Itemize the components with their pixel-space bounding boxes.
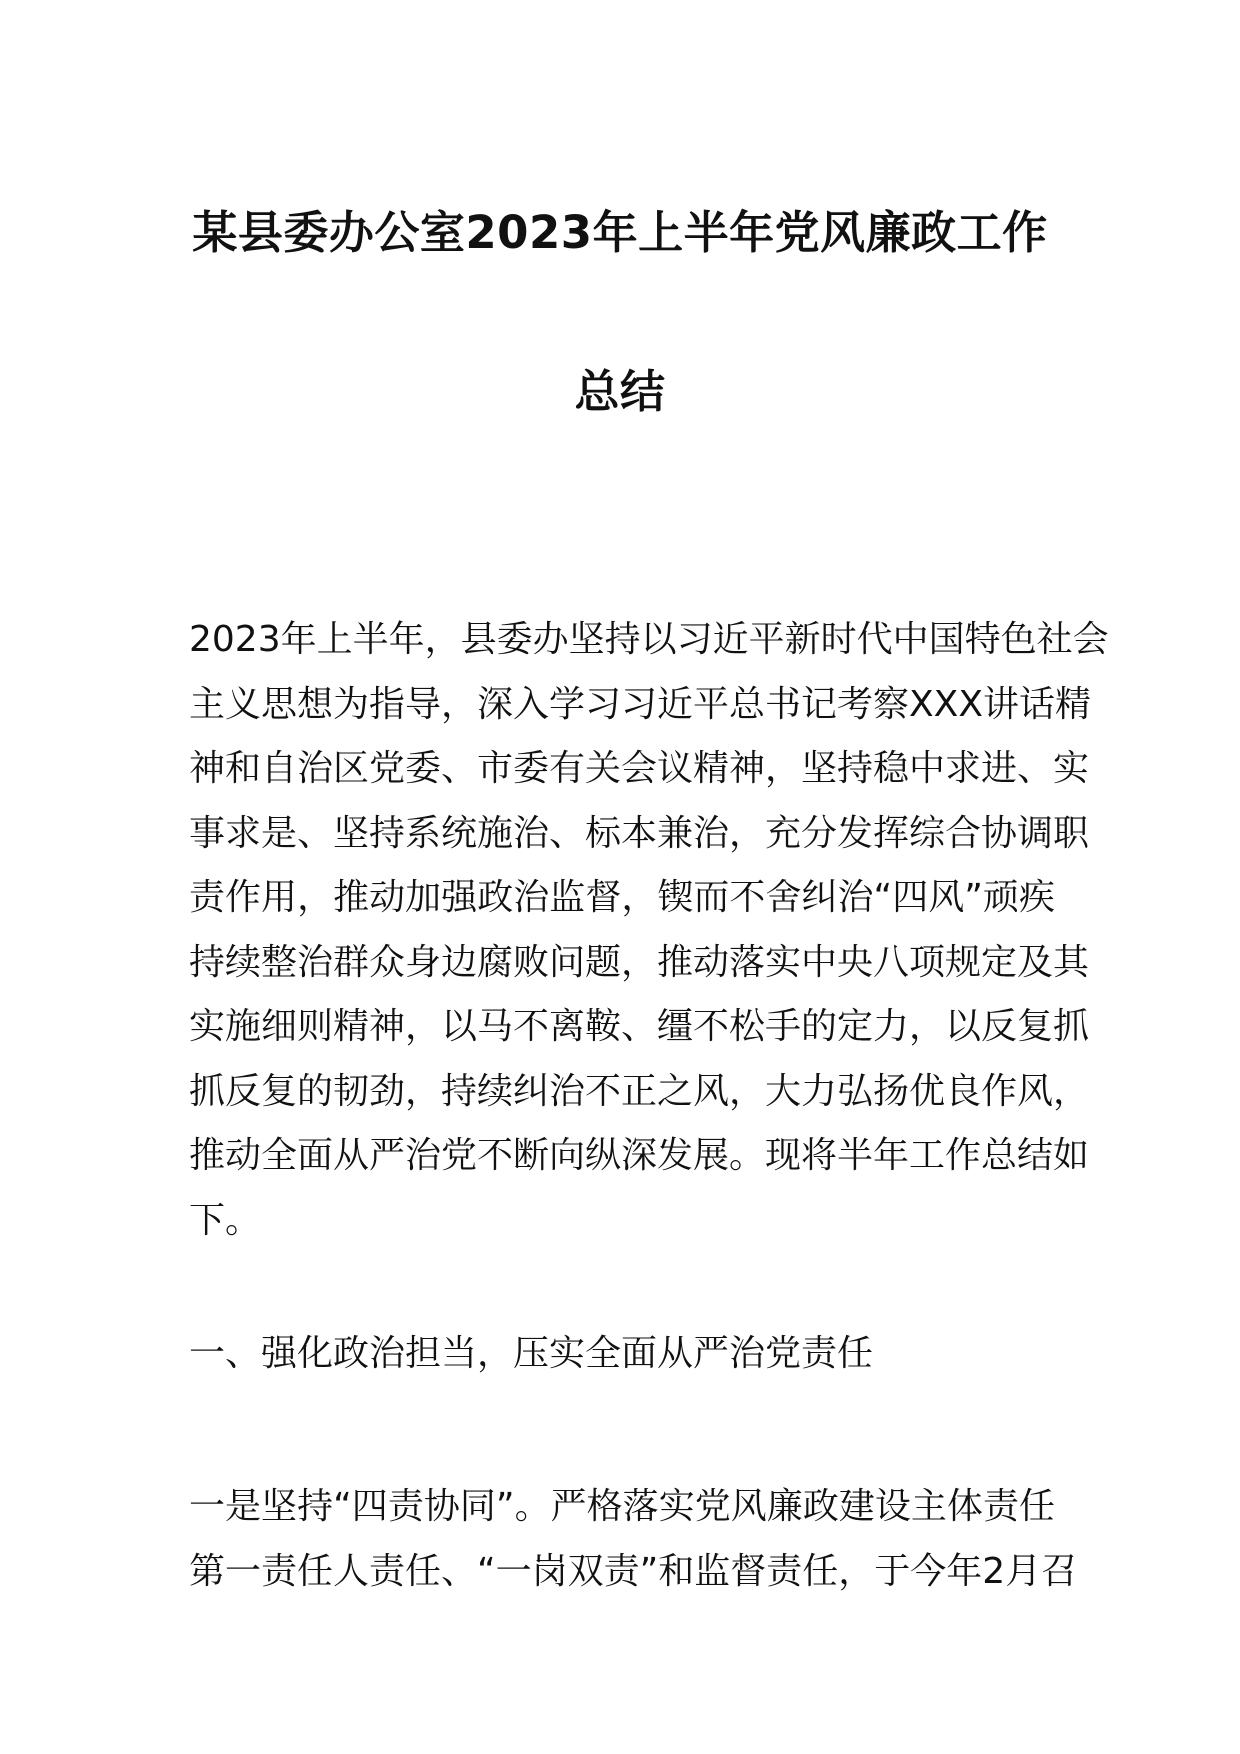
paragraph-line: 主义思想为指导，深入学习习近平总书记考察XXX讲话精 bbox=[189, 683, 1091, 725]
document-title-line-2: 总结 bbox=[574, 365, 666, 418]
paragraph-line: 责作用，推动加强政治监督，锲而不舍纠治“四风”顽疾 bbox=[189, 877, 1055, 918]
paragraph-line: 一是坚持“四责协同”。严格落实党风廉政建设主体责任 bbox=[189, 1486, 1055, 1527]
paragraph-line: 神和自治区党委、市委有关会议精神，坚持稳中求进、实 bbox=[189, 748, 1090, 789]
paragraph-line: 抓反复的韧劲，持续纠治不正之风，大力弘扬优良作风， bbox=[189, 1070, 1090, 1112]
paragraph-line: 事求是、坚持系统施治、标本兼治，充分发挥综合协调职 bbox=[189, 812, 1090, 854]
paragraph-line: 持续整治群众身边腐败问题，推动落实中央八项规定及其 bbox=[189, 941, 1090, 983]
paragraph-line: 下。 bbox=[189, 1199, 262, 1241]
section-heading-text: 一、强化政治担当，压实全面从严治党责任 bbox=[189, 1333, 874, 1374]
section1-paragraph bbox=[189, 1475, 1078, 1604]
intro-paragraph bbox=[189, 608, 1109, 1253]
paragraph-line: 实施细则精神，以马不离鞍、缰不松手的定力，以反复抓 bbox=[189, 1006, 1090, 1047]
section-heading-1 bbox=[189, 1322, 1055, 1387]
paragraph-line: 推动全面从严治党不断向纵深发展。现将半年工作总结如 bbox=[189, 1135, 1090, 1176]
paragraph-line: 第一责任人责任、“一岗双责”和监督责任，于今年2月召 bbox=[189, 1550, 1078, 1592]
paragraph-line: 2023年上半年，县委办坚持以习近平新时代中国特色社会 bbox=[189, 619, 1109, 660]
document-title-line-1: 某县委办公室2023年上半年党风廉政工作 bbox=[192, 206, 1048, 259]
